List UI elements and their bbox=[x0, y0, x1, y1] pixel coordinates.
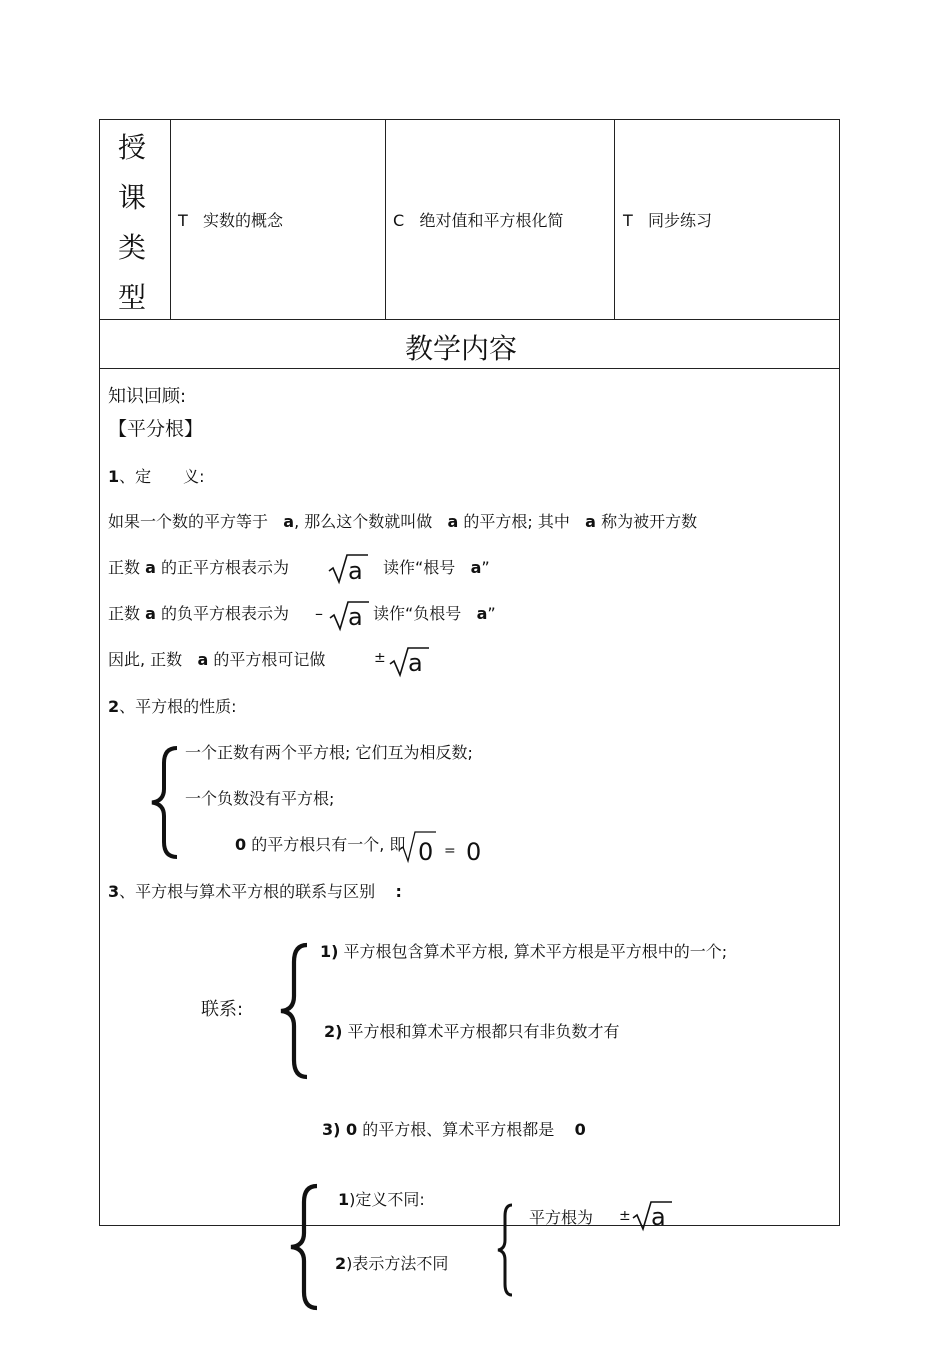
cell-text: 同步练习 bbox=[648, 211, 713, 230]
text-segment: 的平方根可记做 bbox=[213, 650, 326, 669]
item-number: 2 bbox=[108, 697, 120, 716]
text-segment: 的平方根、算术平方根都是 bbox=[362, 1120, 555, 1139]
link-item bbox=[322, 1117, 586, 1140]
zero-value: 0 bbox=[235, 835, 247, 854]
radicand-a: a bbox=[348, 557, 363, 585]
item-index: 2) bbox=[324, 1022, 343, 1041]
topic-heading: 【平分根】 bbox=[108, 418, 204, 440]
relation-heading bbox=[108, 879, 402, 902]
item-index: 1) bbox=[320, 942, 339, 961]
link-item bbox=[324, 1019, 620, 1042]
text-segment: , 那么这个数就叫做 bbox=[294, 512, 433, 531]
text-segment: 称为被开方数 bbox=[601, 512, 698, 531]
text-segment: 正数 bbox=[108, 558, 141, 577]
cell-code: T bbox=[623, 211, 633, 230]
header-label-char-4: 型 bbox=[118, 281, 147, 314]
colon: : bbox=[395, 882, 402, 901]
text-segment: 的平方根只有一个, 即 bbox=[251, 835, 406, 854]
table-right-border bbox=[839, 119, 840, 1226]
text-segment: ” bbox=[481, 558, 490, 577]
header-cell-practice bbox=[623, 208, 712, 231]
definition-line-4 bbox=[108, 647, 325, 670]
definition-line-1 bbox=[108, 509, 697, 532]
var-a: a bbox=[585, 512, 596, 531]
definition-line-3-tail bbox=[373, 601, 496, 624]
link-label: 联系: bbox=[201, 999, 244, 1020]
table-bottom-border bbox=[99, 1225, 840, 1226]
header-label-char-1: 授 bbox=[118, 131, 147, 164]
col-divider-3 bbox=[614, 119, 615, 319]
item-title: 、定 义: bbox=[119, 467, 205, 486]
link-item bbox=[320, 939, 727, 962]
text-segment: 平方根包含算术平方根, 算术平方根是平方根中的一个; bbox=[343, 942, 728, 961]
left-brace-icon bbox=[275, 942, 311, 1080]
table-top-border bbox=[99, 119, 840, 120]
definition-line-2-tail bbox=[383, 555, 490, 578]
var-a: a bbox=[145, 604, 156, 623]
left-brace-icon bbox=[285, 1183, 321, 1311]
text-segment: 的负平方根表示为 bbox=[161, 604, 290, 623]
radicand-a: a bbox=[408, 649, 423, 677]
review-heading: 知识回顾: bbox=[108, 386, 187, 407]
var-a: a bbox=[197, 650, 209, 669]
left-brace-icon bbox=[147, 745, 181, 860]
item-title: 、平方根与算术平方根的联系与区别 bbox=[119, 882, 376, 901]
definition-line-3 bbox=[108, 601, 289, 624]
cell-text: 实数的概念 bbox=[203, 211, 284, 230]
table-left-border bbox=[99, 119, 100, 1226]
plus-minus-sign: ± bbox=[374, 650, 386, 666]
header-label-char-2: 课 bbox=[118, 181, 147, 214]
plus-minus-sign: ± bbox=[619, 1208, 631, 1224]
diff-item bbox=[335, 1251, 448, 1274]
property-zero bbox=[235, 832, 405, 855]
sub-text: 平方根为 bbox=[529, 1208, 594, 1227]
header-label-char-3: 类 bbox=[118, 231, 147, 264]
text-segment: 平方根和算术平方根都只有非负数才有 bbox=[347, 1022, 620, 1041]
item-index: 2 bbox=[335, 1254, 347, 1273]
zero-value: 0 bbox=[574, 1120, 586, 1139]
header-cell-concept bbox=[178, 208, 283, 231]
property-item: 一个正数有两个平方根; 它们互为相反数; bbox=[185, 743, 473, 762]
var-a: a bbox=[470, 558, 482, 577]
item-title: 、平方根的性质: bbox=[119, 697, 237, 716]
equals-sign: = bbox=[444, 843, 456, 859]
item-index: 3) 0 bbox=[322, 1120, 358, 1139]
properties-heading bbox=[108, 694, 237, 717]
item-number: 1 bbox=[108, 467, 120, 486]
text-segment: 读作“根号 bbox=[383, 558, 456, 577]
text-segment: )表示方法不同 bbox=[346, 1254, 449, 1273]
col-divider-2 bbox=[385, 119, 386, 319]
text-segment: ” bbox=[487, 604, 496, 623]
text-segment: 的平方根; 其中 bbox=[463, 512, 570, 531]
left-brace-icon bbox=[494, 1203, 514, 1297]
col-divider-1 bbox=[170, 119, 171, 319]
var-a: a bbox=[283, 512, 295, 531]
header-row-divider bbox=[99, 319, 840, 320]
cell-code: T bbox=[178, 211, 188, 230]
section-title: 教学内容 bbox=[405, 332, 518, 365]
definition-heading bbox=[108, 464, 205, 487]
radicand-zero: 0 bbox=[418, 838, 434, 866]
radicand-a: a bbox=[348, 603, 363, 631]
text-segment: 读作“负根号 bbox=[373, 604, 462, 623]
cell-text: 绝对值和平方根化简 bbox=[419, 211, 564, 230]
item-index: 1 bbox=[338, 1190, 350, 1209]
text-segment: 的正平方根表示为 bbox=[161, 558, 290, 577]
text-segment: 正数 bbox=[108, 604, 141, 623]
radicand-a: a bbox=[651, 1203, 666, 1231]
text-segment: 如果一个数的平方等于 bbox=[108, 512, 269, 531]
item-number: 3 bbox=[108, 882, 120, 901]
var-a: a bbox=[145, 558, 156, 577]
cell-code: C bbox=[393, 211, 405, 230]
text-segment: )定义不同: bbox=[349, 1190, 425, 1209]
zero-result: 0 bbox=[466, 838, 482, 866]
property-item: 一个负数没有平方根; bbox=[185, 789, 335, 808]
diff-item bbox=[338, 1187, 425, 1210]
var-a: a bbox=[476, 604, 488, 623]
title-row-divider bbox=[99, 368, 840, 369]
minus-sign: – bbox=[315, 604, 323, 623]
definition-line-2 bbox=[108, 555, 289, 578]
header-cell-abs-value bbox=[393, 208, 563, 231]
var-a: a bbox=[447, 512, 459, 531]
text-segment: 因此, 正数 bbox=[108, 650, 183, 669]
